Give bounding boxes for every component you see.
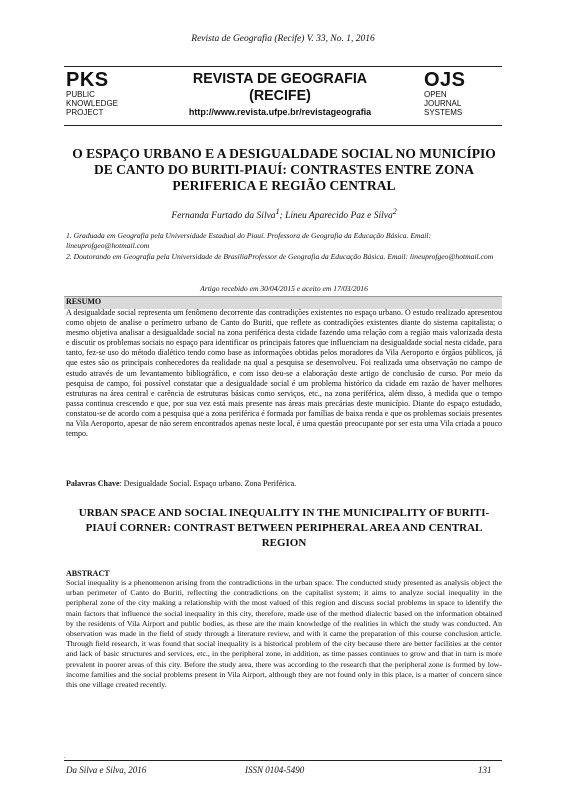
author-line	[66, 207, 502, 221]
masthead-top-rule	[64, 66, 502, 67]
journal-url-link[interactable]: http://www.revista.ufpe.br/revistageografia	[188, 107, 372, 117]
abstract-heading: ABSTRACT	[66, 569, 110, 578]
keywords	[66, 479, 502, 488]
journal-citation: Revista de Geografia (Recife) V. 33, No. 1, 2016	[191, 34, 375, 44]
received-date: Artigo recebido em 30/04/2015 e aceito em 17/03/2016	[200, 284, 368, 293]
footer-dot: .	[64, 754, 66, 760]
article-title-en: URBAN SPACE AND SOCIAL INEQUALITY IN THE MUNICIPALITY OF BURITI-PIAUÍ CORNER: CONTRAST BETWEEN PERIPHERAL AREA AND CENTRAL REGION	[78, 507, 490, 549]
author-separator: ;	[279, 211, 286, 222]
author-name: Lineu Aparecido Paz e Silva	[285, 211, 393, 222]
affiliation: 2. Doutorando em Geografia pela Universidade de BrasíliaProfessor de Geografia da Educação Básica. Email: lineuprofgeo@hotmail.com	[66, 252, 494, 261]
pks-logo-text: PKS	[66, 69, 109, 91]
article-title-pt: O ESPAÇO URBANO E A DESIGUALDADE SOCIAL NO MUNICÍPIO DE CANTO DO BURITI-PIAUÍ: CONTRASTES ENTRE ZONA PERIFERICA E REGIÃO CENTRAL	[72, 146, 496, 193]
pks-line: PROJECT	[66, 108, 104, 117]
pks-line: KNOWLEDGE	[66, 99, 119, 108]
keywords-label: Palavras Chave	[66, 479, 120, 488]
keywords-text: : Desigualdade Social. Espaço urbano. Zona Periférica.	[119, 479, 297, 488]
pks-logo	[66, 70, 118, 117]
author-footnote-mark: 1	[275, 207, 280, 216]
resumo-text: A desigualdade social representa um fenômeno decorrente das contradições existentes no espaço urbano. O estudo realizado apresentou como objeto de analise o perímetro urbano de Canto do Buriti, que reflete as contradições existentes diante do sistema capitalista; o mesmo objetiva analisar a desigualdade social na zona periférica desta cidade fazendo uma relação com a região mais valorizada desta e discutir os problemas sociais no espaço para identificar os principais fatores que influenciam na desigualdade social nesta cidade, para tanto, fez-se uso do método dialético tendo como base as informações obtidas pelos moradores da Vila Aeroporto e órgãos públicos, já que estes são os principais conhecedores da realidade na qual a pesquisa se desenvolveu. Foi realizada uma observação no campo de estudo através de um levantamento bibliográfico, e com isso deu-se a elaboração deste artigo de conclusão de curso. Por meio da pesquisa de campo, foi possível constatar que a desigualdade social é um problema histórico da cidade em razão de haver melhores estruturas na área central e carência de estruturas básicas como serviços, etc., na zona periférica, além disso, à medida que o tempo passa continua crescendo e que, por sua vez está mais presente nas áreas mais precárias deste município. Diante do espaço estudado, constatou-se de acordo com a pesquisa que a zona periférica é formada por famílias de baixa renda e que os problemas sociais presentes na Vila Aeroporto, apesar de não serem encontrados apenas neste local, é uma questão preocupante por ser esta uma Vila criada a pouco tempo.	[66, 308, 502, 439]
journal-name: REVISTA DE GEOGRAFIA	[192, 70, 368, 87]
resumo-heading: RESUMO	[66, 297, 102, 306]
masthead-bottom-rule	[64, 125, 502, 126]
affiliation: 1. Graduada em Geografia pela Universidade Estadual do Piauí. Professora de Geografia da Educação Básica. Email: lineuprofgeo@hotmail.com	[66, 231, 432, 250]
footer-issn: ISSN 0104-5490	[245, 765, 305, 775]
footer-rule	[64, 760, 502, 761]
journal-name-city: (RECIFE)	[249, 87, 311, 104]
page-number: 131	[478, 765, 492, 775]
pks-line: PUBLIC	[66, 90, 95, 99]
footer-author-year: Da Silva e Silva, 2016	[66, 765, 147, 775]
journal-masthead	[140, 70, 420, 117]
ojs-logo-text: OJS	[424, 69, 466, 91]
ojs-logo	[424, 70, 466, 117]
author-name: Fernanda Furtado da Silva	[171, 211, 276, 222]
ojs-line: JOURNAL	[424, 99, 462, 108]
author-footnote-mark: 2	[392, 207, 397, 216]
ojs-line: SYSTEMS	[424, 108, 463, 117]
abstract-text: Social inequality is a phenomenon arising from the contradictions in the urban space. The conducted study presented as analysis object the urban perimeter of Canto do Buriti, reflecting the contradictions on the capitalist system; it aims to analyze social inequality in the peripheral zone of the city making a relationship with the most valued of this region and discuss social problems in space to identify the main factors that influence the social inequality in this city, therefore, made use of the method dialectic based on the information obtained by the residents of Vila Airport and public bodies, as these are the main knowledge of the realities in which the study was conducted. An observation was made in the field of study through a literature review, and with it came the preparation of this course conclusion article. Through field research, it was found that social inequality is a historical problem of the city because there are better facilities at the center and lack of basic structures and services, etc., in the peripheral zone, in addition, as time passes continues to grow and that in turn is more prevalent in poorer areas of this city. Before the study area, there was according to the research that the peripheral zone is formed by low-income families and the social problems present in Vila Airport, although they are not found only in this place, is a matter of concern since this one village created recently.	[66, 578, 502, 690]
ojs-line: OPEN	[424, 90, 447, 99]
